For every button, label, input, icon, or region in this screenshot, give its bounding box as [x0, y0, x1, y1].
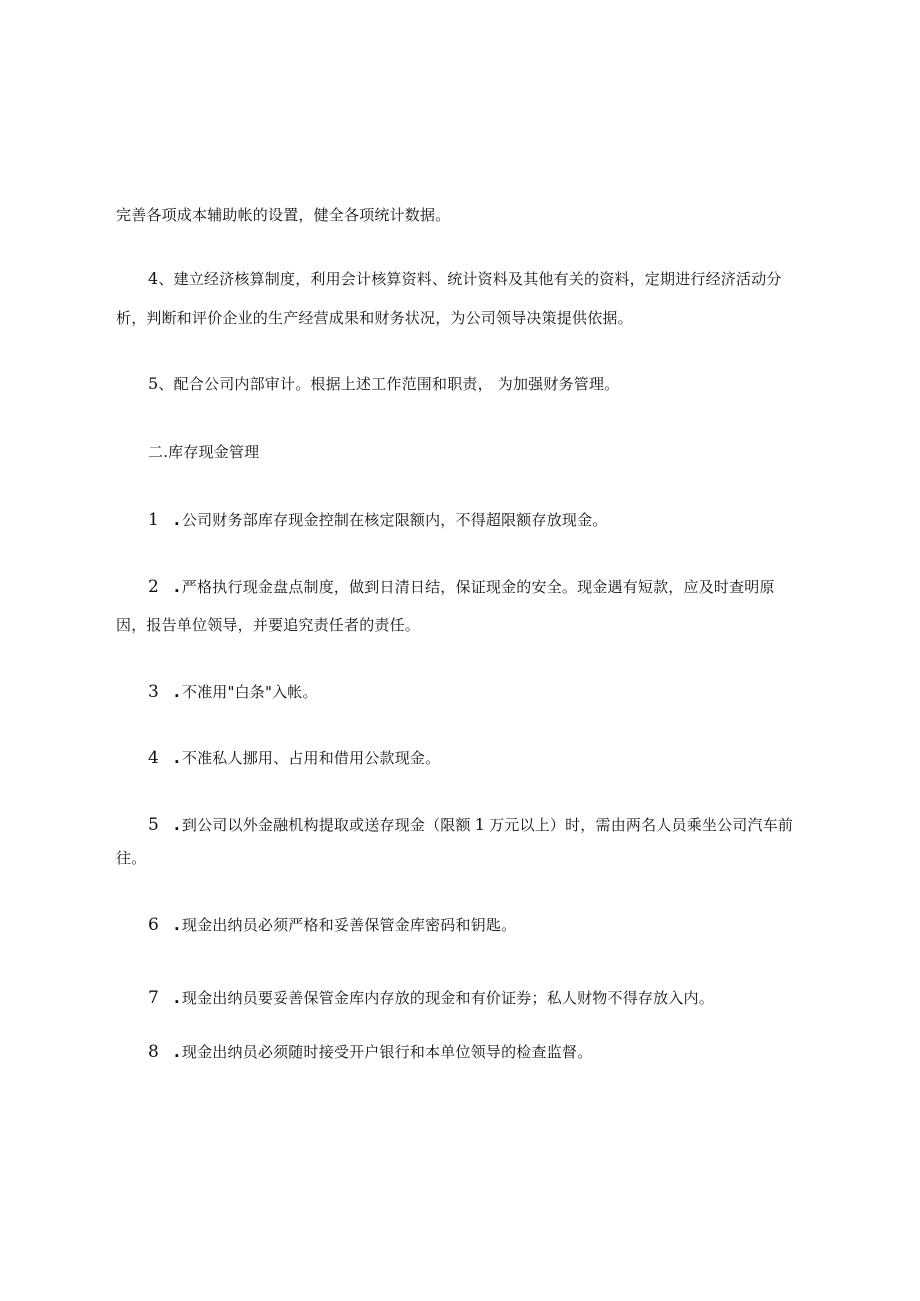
list-item: [148, 814, 838, 836]
item-separator: .: [174, 749, 180, 767]
list-item: [148, 747, 838, 769]
list-item: [148, 681, 838, 703]
list-item-continuation: [116, 614, 806, 636]
list-item: [148, 987, 838, 1009]
item-separator: .: [174, 1043, 180, 1061]
item-inline-number: 1: [474, 815, 486, 834]
item-text: 因，报告单位领导，并要追究责任者的责任。: [116, 616, 421, 634]
paragraph-4-line-1: [148, 268, 838, 290]
item-separator: .: [174, 989, 180, 1007]
item-number: 1: [148, 510, 160, 530]
item-text: 公司财务部库存现金控制在核定限额内，不得超限额存放现金。: [181, 511, 608, 529]
item-text: 往。: [116, 849, 147, 867]
item-text: 不准用"白条"入帐。: [181, 683, 318, 701]
item-number: 5: [148, 815, 160, 835]
item-text: 现金出纳员要妥善保管金库内存放的现金和有价证券；私人财物不得存放入内。: [181, 989, 714, 1007]
item-text: 严格执行现金盘点制度，做到日清日结，保证现金的安全。现金遇有短款，应及时查明原: [181, 578, 775, 596]
list-item: [148, 576, 838, 598]
paragraph-4-line-2: [116, 307, 806, 329]
paragraph-text: 析，判断和评价企业的生产经营成果和财务状况，为公司领导决策提供依据。: [116, 309, 633, 327]
item-separator: .: [174, 816, 180, 834]
paragraph-text: 完善各项成本辅助帐的设置，健全各项统计数据。: [116, 206, 451, 224]
item-text: 现金出纳员必须随时接受开户银行和本单位领导的检查监督。: [181, 1043, 593, 1061]
item-separator: .: [174, 511, 180, 529]
paragraph-5-line-1: [148, 373, 838, 395]
paragraph-number: 4: [148, 269, 159, 288]
item-text: 现金出纳员必须严格和妥善保管金库密码和钥匙。: [181, 916, 517, 934]
item-text: 万元以上）时，需由两名人员乘坐公司汽车前: [489, 816, 794, 834]
item-number: 8: [148, 1042, 160, 1062]
paragraph-text: 、配合公司内部审计。根据上述工作范围和职责， 为加强财务管理。: [158, 375, 620, 393]
list-item: [148, 914, 838, 936]
item-number: 2: [148, 577, 160, 597]
paragraph-line: [116, 204, 806, 226]
list-item-continuation: [116, 847, 806, 869]
item-separator: .: [174, 916, 180, 934]
section-heading-text: 二.库存现金管理: [148, 443, 260, 461]
item-number: 4: [148, 748, 160, 768]
item-number: 3: [148, 682, 160, 702]
item-number: 6: [148, 915, 160, 935]
item-text: 不准私人挪用、占用和借用公款现金。: [181, 749, 441, 767]
list-item: [148, 509, 838, 531]
item-separator: .: [174, 578, 180, 596]
section-heading: [148, 441, 838, 463]
paragraph-text: 、建立经济核算制度，利用会计核算资料、统计资料及其他有关的资料，定期进行经济活动分: [158, 270, 782, 288]
list-item: [148, 1041, 838, 1063]
paragraph-number: 5: [148, 374, 159, 393]
item-separator: .: [174, 683, 180, 701]
item-number: 7: [148, 988, 160, 1008]
item-text: 到公司以外金融机构提取或送存现金（限额: [181, 816, 471, 834]
